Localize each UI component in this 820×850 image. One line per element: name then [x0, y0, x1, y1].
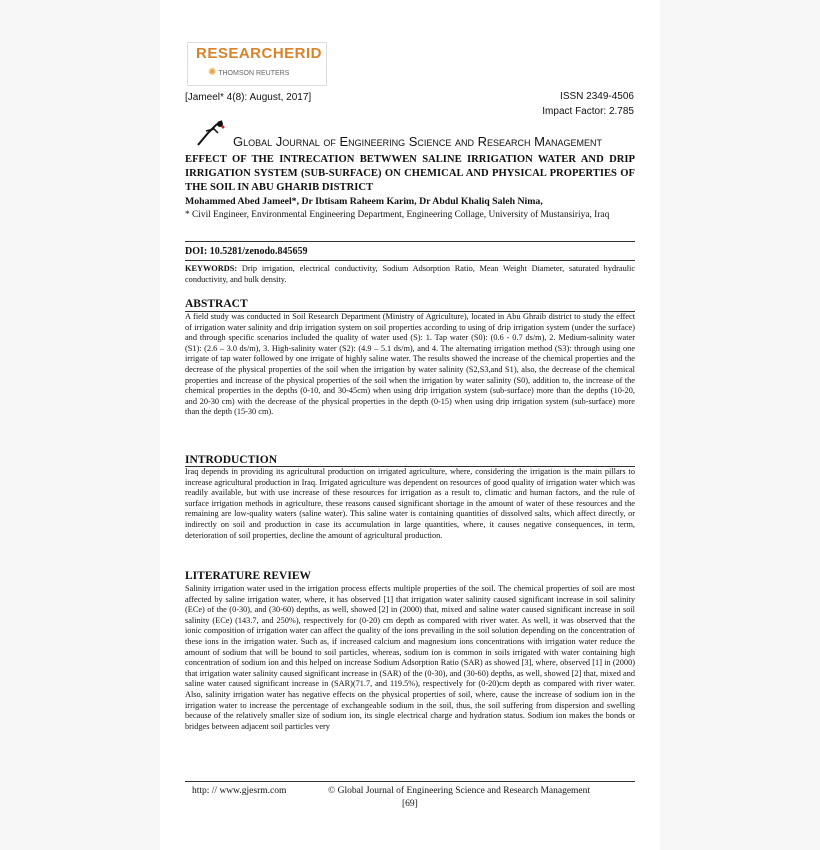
researcherid-logo-text: RESEARCHERID	[196, 45, 323, 62]
affiliation: * Civil Engineer, Environmental Engineering Department, Engineering Collage, University of Mustansiriya, Iraq	[185, 210, 610, 220]
abstract-text: A field study was conducted in Soil Research Department (Ministry of Agriculture), located in Abu Ghraib district to study the effect of irrigation water salinity and drip irrigation system on soil properties according to using of drip irrigation system (under the surface) and through specific scenarios included the quality of water used (S): 1. Tap water (S0): (0.6 - 0.7 ds/m), 2. Medium-salinity water (S1): (2.6 – 3.0 ds/m), 3. High-salinity water (S2): (4.9 – 5.1 ds/m), and 4. The alternating irrigation method (S3): through using one irrigate of tap water followed by one irrigate of highly saline water. The results showed the increase of the chemical properties and the decrease of the physical properties of the soil when the irrigation by water salinity (S2,S3,and S1), also, the decrease of the chemical properties and increase of the physical properties of the soil when the irrigation by water salinity (S0), addition to, the increase of the chemical properties in the depths (0-10, and 30-45cm) when using drip irrigation system (sub-surface) more than the depths (10-20, and 20-30 cm) with the decrease of the physical properties in the depth (0-15) when using drip irrigation system (sub-surface) more than the depth (15-30 cm).	[185, 312, 635, 417]
authors: Mohammed Abed Jameel*, Dr Ibtisam Raheem Karim, Dr Abdul Khaliq Saleh Nima,	[185, 196, 543, 207]
doi: DOI: 10.5281/zenodo.845659	[185, 246, 308, 257]
keywords-label: KEYWORDS:	[185, 264, 238, 273]
article-title: EFFECT OF THE INTRECATION BETWWEN SALINE IRRIGATION WATER AND DRIP IRRIGATION SYSTEM (SUB-SURFACE) ON CHEMICAL AND PHYSICAL PROPERTIES OF THE SOIL IN ABU GHARIB DISTRICT	[185, 154, 635, 193]
keywords	[185, 264, 635, 285]
issn: ISSN 2349-4506	[560, 91, 634, 102]
footer-divider	[185, 781, 635, 782]
introduction-text: Iraq depends in providing its agricultural production on irrigated agriculture, where, considering the irrigation is the main pillars to increase agricultural production in Iraq. Irrigated agriculture was dependent on resources of good quality of irrigation water which was readily available, but with use increase of these resources for irrigation as a result to, climatic and human factors, and the rule of surface irrigation methods in agriculture, these reasons caused significant shortage in the amount of water of these resources and the remaining are low-quality waters (saline water). This saline water is containing quantities of dissolved salts, which affect directly, or indirectly on soil and production in case its accumulation in large quantities, where, it causes negative consequences, in term, deterioration of soil properties, decline the amount of agricultural production.	[185, 467, 635, 540]
literature-review-text: Salinity irrigation water used in the irrigation process effects multiple properties of the soil. The chemical properties of soil are most affected by saline irrigation water, where, it has observed [1] that irrigation water salinity caused significant increase in soil salinity (ECe) of the (0-30), and (30-60) depths, as well, showed [2] in (2000) that, mixed and saline water caused significant increase in soil salinity (ECe) (143.7, and 250%), respectively for (0-20) cm depth as compared with river water. As well, it was observed that the ionic composition of irrigation water can affect the quality of the ions prevailing in the soil solution depending on the concentration of these ions in the irrigation water. Such as, if increased calcium and magnesium ions concentrations with irrigation water reduce the amount of sodium that will be bound to soil particles, whereas, sodium ion is common in soils irrigated with water containing high concentration of sodium ion and this helped on increase Sodium Adsorption Ratio (SAR) as showed [3], where, observed [1] in (2000) that irrigation water salinity caused significant increase in (SAR) of the (0-30), and (30-60) depths, as well, showed [2] that, mixed and saline water caused significant increase in (SAR)(71.7, and 119.5%), respectively for (0-20)cm depth as compared with river water. Also, salinity irrigation water has negative effects on the physical properties of soil, where, cause the increase of sodium ion in the irrigation water to increase the percentage of exchangeable sodium in the soil, thus, the soil suffering from dispersion and swelling because of the relatively smaller size of sodium ion, its single electrical charge and hydration status. Sodium ion makes the bonds or bridges between adjacent soil particles very	[185, 584, 635, 731]
introduction-heading: INTRODUCTION	[185, 454, 278, 466]
literature-review-heading: LITERATURE REVIEW	[185, 570, 311, 582]
sun-icon: ✺	[208, 67, 217, 78]
divider	[185, 241, 635, 242]
keywords-text: Drip irrigation, electrical conductivity, Sodium Adsorption Ratio, Mean Weight Diameter, saturated hydraulic conductivity, and bulk density.	[185, 264, 636, 284]
divider	[185, 260, 635, 261]
journal-logo-icon	[196, 119, 226, 147]
researcherid-logo	[187, 42, 327, 86]
page-number: [69]	[402, 799, 418, 809]
impact-factor: Impact Factor: 2.785	[542, 106, 634, 117]
footer-url: http: // www.gjesrm.com	[192, 786, 287, 796]
thomson-reuters-text: ✺ THOMSON REUTERS	[208, 67, 290, 78]
journal-title: Global Journal of Engineering Science and Research Management	[233, 134, 603, 149]
abstract-heading: ABSTRACT	[185, 298, 248, 310]
citation: [Jameel* 4(8): August, 2017]	[185, 92, 312, 103]
footer-copyright: © Global Journal of Engineering Science and Research Management	[328, 786, 591, 796]
